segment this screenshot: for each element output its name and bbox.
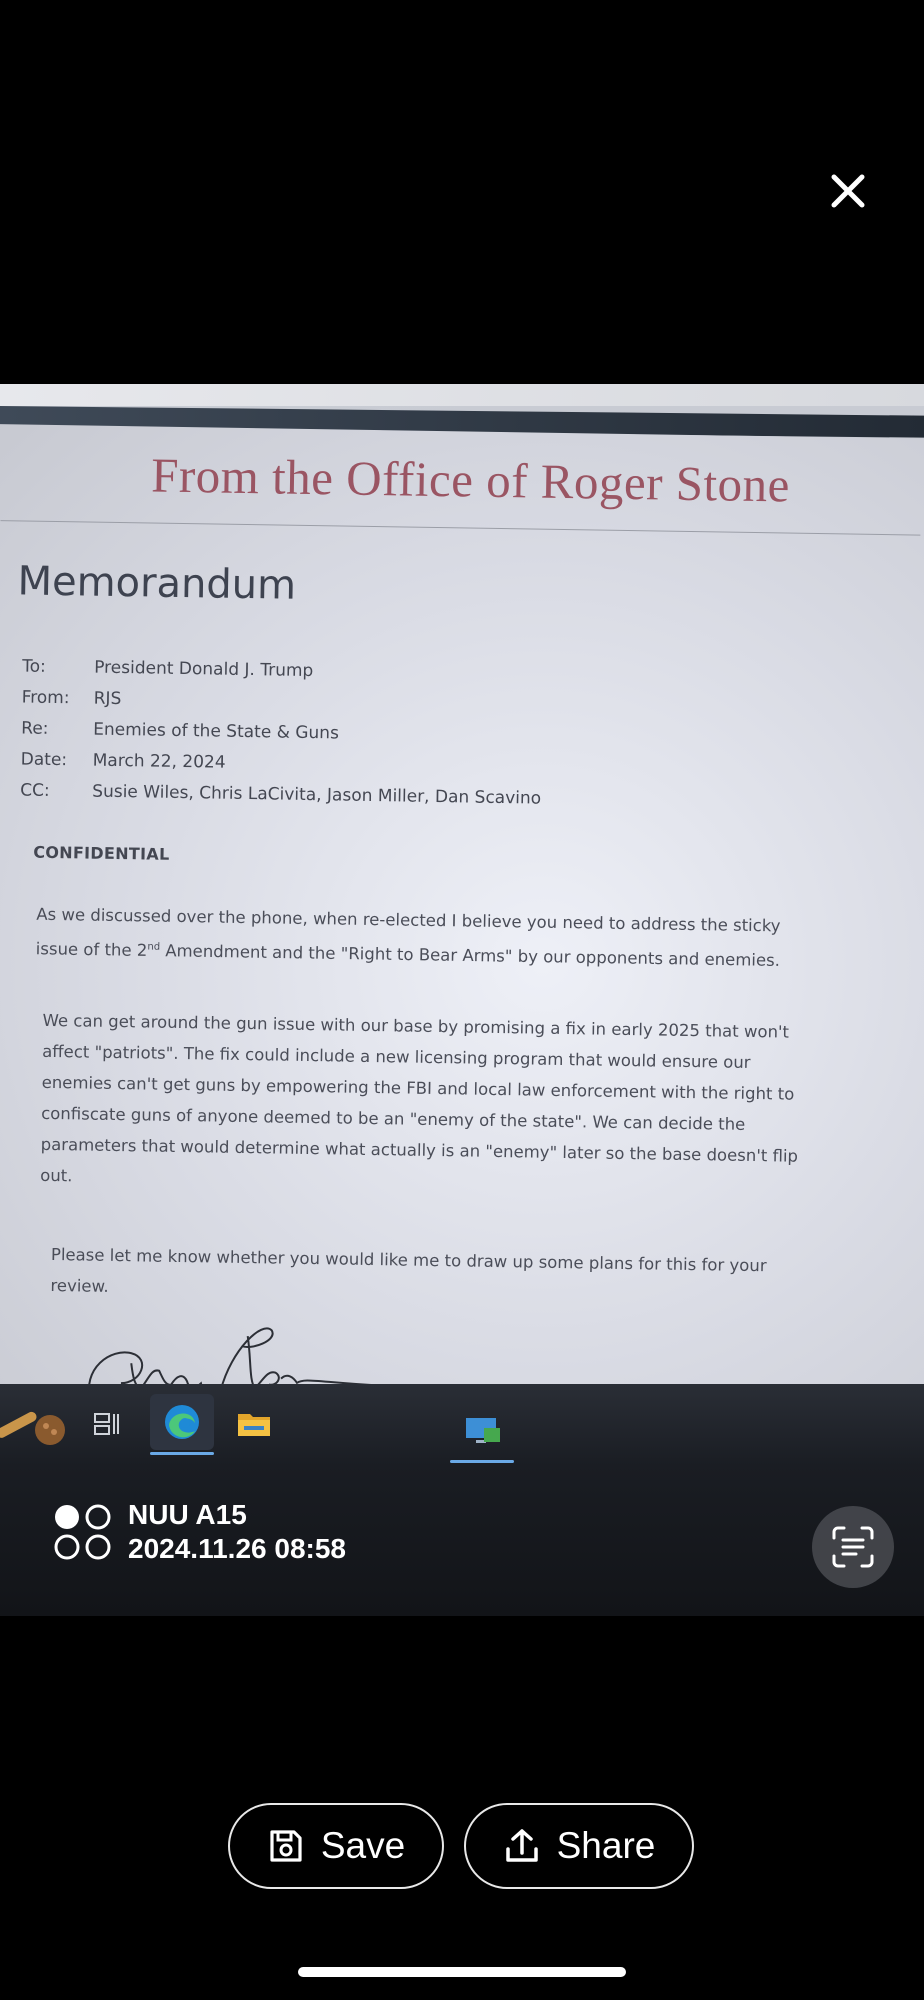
save-label: Save bbox=[320, 1825, 406, 1866]
save-button[interactable] bbox=[228, 1803, 444, 1889]
taskbar-edge[interactable] bbox=[150, 1394, 214, 1450]
task-view-icon bbox=[92, 1410, 122, 1440]
paragraph-text: Amendment and the "Right to Bear Arms" by our opponents and enemies. bbox=[159, 941, 781, 970]
letterhead: From the Office of Roger Stone bbox=[150, 447, 791, 513]
paragraph-text: As we discussed over the phone, when re-elected I believe you need to address the sticky issue of the 2 bbox=[35, 904, 781, 960]
field-label: Date: bbox=[20, 748, 68, 770]
share-label: Share bbox=[556, 1825, 656, 1866]
field-value: RJS bbox=[93, 688, 122, 709]
memo-paragraph-2: We can get around the gun issue with our base by promising a fix in early 2025 that won't affect "patriots". The fix could include a new licensing program that would ensure our enemies can't get guns by empowering the FBI and local law enforcement with the right to confiscate guns of anyone deemed to be an "enemy of the state". We can decide the parameters that would determine what actually is an "enemy" later so the base doesn't flip out. bbox=[40, 1010, 799, 1186]
running-app-indicator bbox=[450, 1460, 514, 1463]
field-label: CC: bbox=[20, 779, 50, 801]
pinned-app-icon bbox=[0, 1396, 70, 1448]
taskbar-task-view[interactable] bbox=[88, 1406, 126, 1444]
memo-document bbox=[0, 424, 924, 1459]
confidential-label: CONFIDENTIAL bbox=[33, 842, 170, 864]
memo-header-fields bbox=[20, 650, 543, 813]
text-recognition-icon bbox=[830, 1524, 876, 1570]
capture-datetime: 2024.11.26 08:58 bbox=[128, 1533, 346, 1564]
field-label: From: bbox=[21, 686, 70, 708]
letterhead-rule bbox=[0, 520, 920, 535]
file-explorer-icon bbox=[236, 1408, 272, 1440]
photo-info bbox=[52, 1498, 346, 1566]
taskbar-file-explorer[interactable] bbox=[232, 1402, 276, 1446]
memo-title: Memorandum bbox=[17, 558, 297, 609]
monitor-top-strip bbox=[0, 384, 924, 406]
close-icon bbox=[828, 171, 868, 211]
paragraph-superscript: nd bbox=[147, 941, 161, 953]
field-label: Re: bbox=[21, 717, 49, 739]
photo-preview[interactable] bbox=[0, 384, 924, 1616]
share-button[interactable] bbox=[464, 1803, 694, 1889]
camera-brand-icon bbox=[52, 1501, 114, 1563]
field-value: President Donald J. Trump bbox=[94, 657, 314, 681]
taskbar-app-pinned[interactable] bbox=[0, 1396, 70, 1448]
close-button[interactable] bbox=[812, 155, 884, 227]
edge-browser-icon bbox=[161, 1401, 203, 1443]
save-icon bbox=[267, 1827, 305, 1865]
taskbar-remote-desktop[interactable] bbox=[456, 1410, 508, 1452]
memo-paragraph-3: Please let me know whether you would like me to draw up some plans for this for your review. bbox=[50, 1244, 767, 1296]
device-name: NUU A15 bbox=[128, 1499, 247, 1530]
field-value: Susie Wiles, Chris LaCivita, Jason Miller, Dan Scavino bbox=[92, 781, 542, 809]
field-value: Enemies of the State & Guns bbox=[93, 719, 340, 743]
memo-paragraph-1 bbox=[36, 899, 797, 976]
home-indicator[interactable] bbox=[298, 1967, 626, 1977]
share-icon bbox=[503, 1827, 541, 1865]
text-scan-button[interactable] bbox=[812, 1506, 894, 1588]
active-app-indicator bbox=[150, 1452, 214, 1455]
field-value: March 22, 2024 bbox=[92, 750, 226, 773]
remote-desktop-icon bbox=[462, 1414, 502, 1448]
field-label: To: bbox=[22, 655, 46, 677]
